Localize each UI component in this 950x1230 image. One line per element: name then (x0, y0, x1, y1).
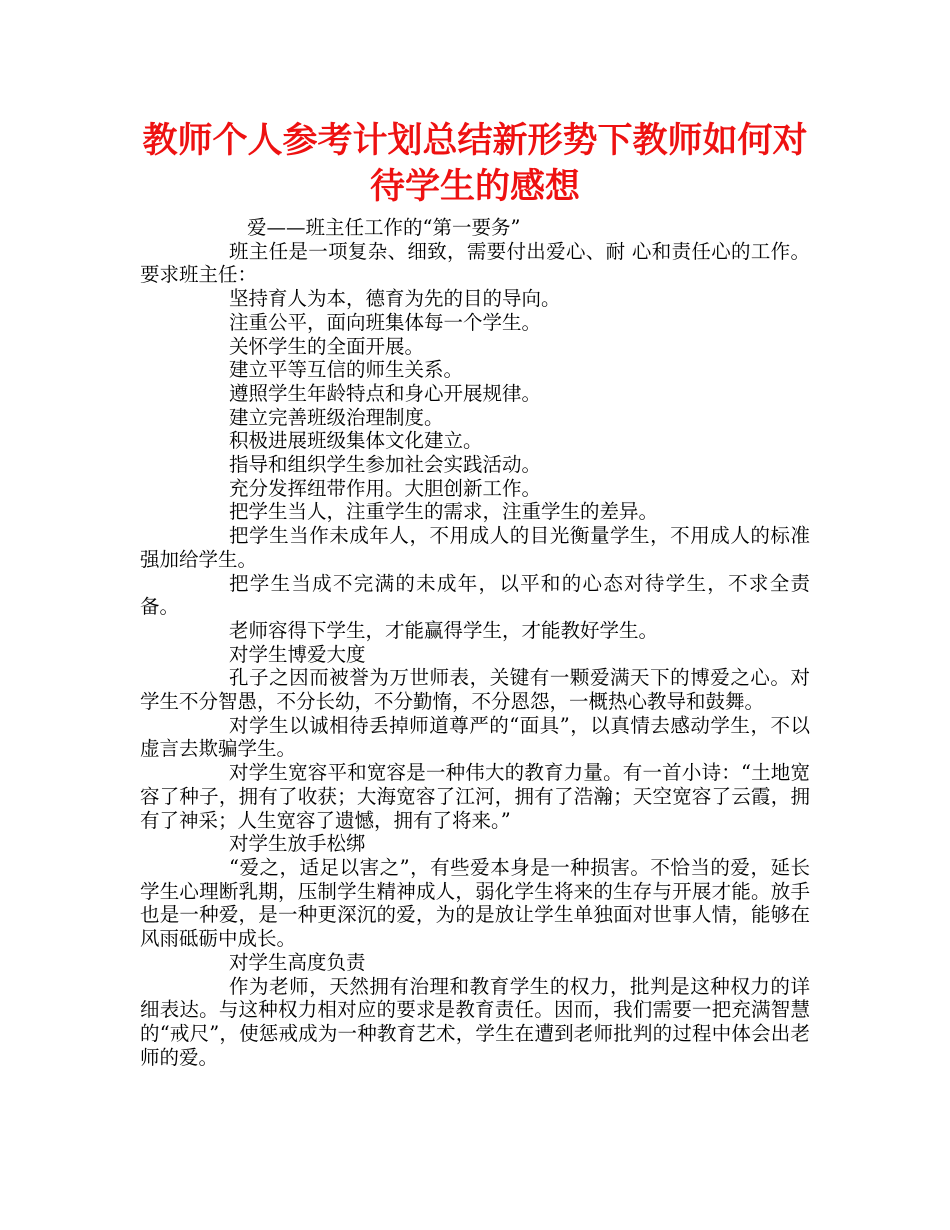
paragraph: 注重公平，面向班集体每一个学生。 (229, 310, 542, 334)
section-subtitle: 爱——班主任工作的“第一要务” (247, 216, 521, 239)
paragraph: 充分发挥纽带作用。大胆创新工作。 (229, 476, 542, 500)
section-heading: 对学生高度负责 (229, 950, 366, 974)
paragraph: 遵照学生年龄特点和身心开展规律。 (229, 381, 542, 405)
paragraph: 建立平等互信的师生关系。 (229, 358, 464, 382)
paragraph: 班主任是一项复杂、细致，需要付出爱心、耐 心和责任心的工作。要求班主任： (140, 239, 810, 287)
paragraph: 坚持育人为本，德育为先的目的导向。 (229, 287, 561, 311)
paragraph: 把学生当作未成年人，不用成人的目光衡量学生，不用成人的标准强加给学生。 (140, 524, 810, 571)
paragraph: “爱之，适足以害之”，有些爱本身是一种损害。不恰当的爱，延长学生心理断乳期，压制学生精神成人，弱化学生将来的生存与开展才能。放手也是一种爱，是一种更深沉的爱，为的是放让学生单独面对世事人情，能够在风雨砥砺中成长。 (140, 855, 810, 951)
paragraph: 指导和组织学生参加社会实践活动。 (229, 453, 542, 477)
paragraph: 对学生以诚相待丢掉师道尊严的“面具”，以真情去感动学生，不以虚言去欺骗学生。 (140, 713, 810, 761)
paragraph: 建立完善班级治理制度。 (229, 405, 444, 429)
paragraph: 关怀学生的全面开展。 (229, 334, 425, 358)
paragraph: 作为老师，天然拥有治理和教育学生的权力，批判是这种权力的详细表达。与这种权力相对应的要求是教育责任。因而，我们需要一把充满智慧的“戒尺”，使惩戒成为一种教育艺术，学生在遭到老师批判的过程中体会出老师的爱。 (140, 974, 810, 1069)
paragraph: 对学生宽容平和宽容是一种伟大的教育力量。有一首小诗：“土地宽容了种子，拥有了收获；大海宽容了江河，拥有了浩瀚；天空宽容了云霞，拥有了神采；人生宽容了遗憾，拥有了将来。” (140, 761, 810, 832)
paragraph: 积极进展班级集体文化建立。 (229, 429, 483, 453)
paragraph: 把学生当人，注重学生的需求，注重学生的差异。 (229, 500, 659, 524)
section-heading: 对学生博爱大度 (229, 642, 366, 666)
document-title: 教师个人参考计划总结新形势下教师如何对待学生的感想 (142, 121, 808, 207)
paragraph: 孔子之因而被誉为万世师表，关键有一颗爱满天下的博爱之心。对学生不分智愚，不分长幼，不分勤惰，不分恩怨，一概热心教导和鼓舞。 (140, 666, 810, 714)
paragraph: 老师容得下学生，才能赢得学生，才能教好学生。 (229, 618, 659, 642)
document-body (140, 216, 810, 1069)
section-heading: 对学生放手松绑 (229, 832, 366, 856)
paragraph: 把学生当成不完满的未成年，以平和的心态对待学生，不求全责备。 (140, 571, 810, 619)
